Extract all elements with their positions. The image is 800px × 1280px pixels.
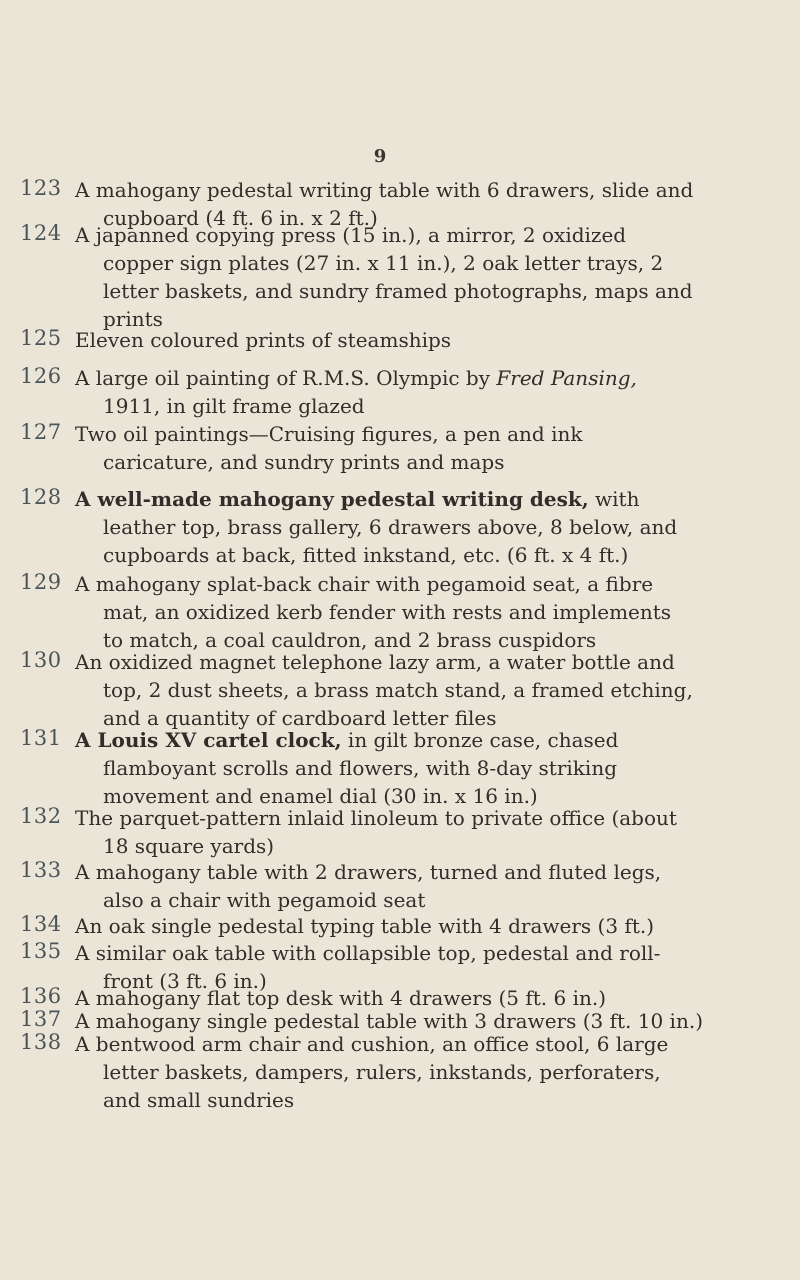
lot-number: 130 [20,648,62,672]
lot-number: 125 [20,326,62,350]
lot-description: Eleven coloured prints of steamships [75,328,452,352]
lot-description: A similar oak table with collapsible top, pedestal and roll- front (3 ft. 6 in.) [75,941,661,993]
lot-number: 137 [20,1007,62,1031]
page-number: 9 [373,146,387,167]
lot-description: A mahogany single pedestal table with 3 drawers (3 ft. 10 in.) [75,1009,703,1033]
lot-description: A large oil painting of R.M.S. Olympic by Fred Pansing, 1911, in gilt frame glazed [75,366,637,418]
lot-highlight: A Louis XV cartel clock, [75,728,342,752]
lot-description: The parquet-pattern inlaid linoleum to private office (about 18 square yards) [75,806,677,858]
lot-number: 133 [20,858,62,882]
lot-description: Two oil paintings—Cruising figures, a pen and ink caricature, and sundry prints and maps [75,422,583,474]
lot-description: An oxidized magnet telephone lazy arm, a water bottle and top, 2 dust sheets, a brass match stand, a framed etching, and a quantity of cardboard letter files [75,650,693,730]
lot-description: A mahogany splat-back chair with pegamoid seat, a fibre mat, an oxidized kerb fender with rests and implements to match, a coal cauldron, and 2 brass cuspidors [75,572,672,652]
lot-highlight: A well-made mahogany pedestal writing desk, [75,487,589,511]
lot-number: 128 [20,485,62,509]
lot-description: An oak single pedestal typing table with 4 drawers (3 ft.) [75,914,655,938]
lot-number: 123 [20,176,62,200]
lot-number: 135 [20,939,62,963]
lot-number: 136 [20,984,62,1008]
lot-description: A bentwood arm chair and cushion, an office stool, 6 large letter baskets, dampers, rulers, inkstands, perforaters, and small sundries [75,1032,669,1112]
lot-number: 126 [20,364,62,388]
lot-description: A mahogany pedestal writing table with 6 drawers, slide and cupboard (4 ft. 6 in. x 2 ft.) [75,178,694,230]
lot-number: 138 [20,1030,62,1054]
lot-number: 131 [20,726,62,750]
lot-description: A Louis XV cartel clock, in gilt bronze case, chased flamboyant scrolls and flowers, with 8-day striking movement and enamel dial (30 in. x 16 in.) [75,728,619,808]
lot-description: A mahogany flat top desk with 4 drawers (5 ft. 6 in.) [75,986,607,1010]
lot-number: 132 [20,804,62,828]
lot-description: A well-made mahogany pedestal writing desk, with leather top, brass gallery, 6 drawers above, 8 below, and cupboards at back, fitted inkstand, etc. (6 ft. x 4 ft.) [75,487,678,567]
lot-number: 127 [20,420,62,444]
lot-description: A japanned copying press (15 in.), a mirror, 2 oxidized copper sign plates (27 in. x 11 in.), 2 oak letter trays, 2 letter baskets, and sundry framed photographs, maps and prints [75,223,693,331]
lot-number: 124 [20,221,62,245]
artist-name: Fred Pansing, [496,366,637,390]
lot-number: 134 [20,912,62,936]
lot-number: 129 [20,570,62,594]
lot-description: A mahogany table with 2 drawers, turned and fluted legs, also a chair with pegamoid seat [75,860,662,912]
